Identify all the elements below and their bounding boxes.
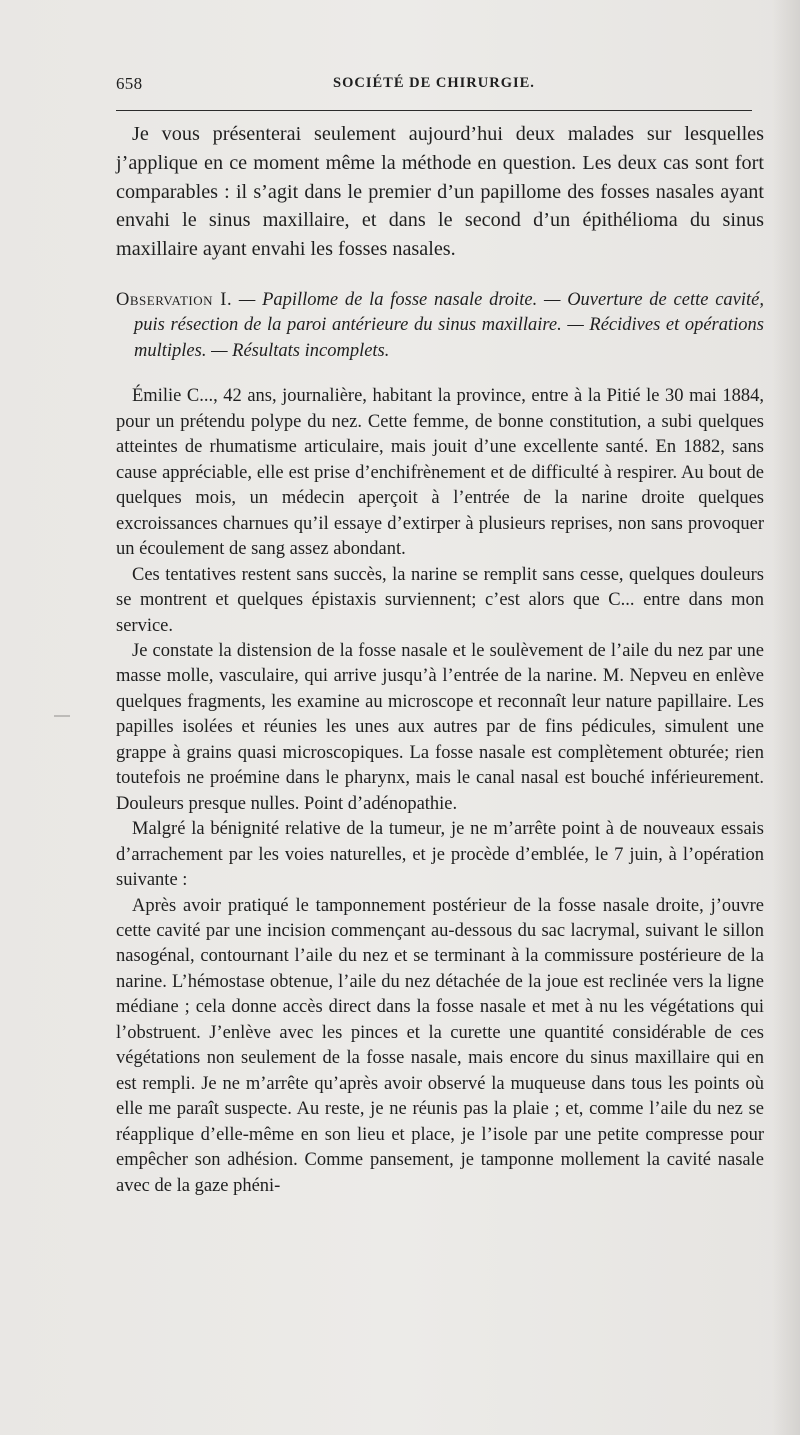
case-paragraph-1: Émilie C..., 42 ans, journalière, habitant la province, entre à la Pitié le 30 mai 1884, pour un prétendu polype du nez. Cette femme, de bonne constitution, a subi quelques atteintes de rhumatisme articulaire, mais jouit d’une excellente santé. En 1882, sans cause appréciable, elle est prise d’enchifrènement et de difficulté à respirer. Au bout de quelques mois, un médecin aperçoit à l’entrée de la narine droite quelques excroissances charnues qu’il essaye d’extirper à plusieurs reprises, non sans provoquer un écoulement de sang assez abondant. <box>116 386 764 560</box>
page-number: 658 <box>116 74 143 93</box>
observation-heading <box>116 288 764 365</box>
case-paragraph-3: Je constate la distension de la fosse nasale et le soulèvement de l’aile du nez par une masse molle, vasculaire, qui arrive jusqu’à l’entrée de la narine. M. Nepveu en enlève quelques fragments, les examine au microscope et reconnaît leur nature papillaire. Les papilles isolées et réunies les unes aux autres par de fins pédicules, simulent une grappe à grains quasi microscopiques. La fosse nasale est complètement obturée; rien toutefois ne proémine dans le pharynx, mais le canal nasal est bouché inférieurement. Douleurs presque nulles. Point d’adénopathie. <box>116 641 764 814</box>
page-header <box>116 74 752 98</box>
page-content <box>116 120 764 1199</box>
header-rule <box>116 110 752 111</box>
running-head: SOCIÉTÉ DE CHIRURGIE. <box>333 75 535 91</box>
observation-title: — Papillome de la fosse nasale droite. — Ouverture de cette cavité, puis résection de la paroi antérieure du sinus maxillaire. — Récidives et opérations multiples. — Résultats incomplets. <box>134 289 764 361</box>
observation-label: Observation I. <box>116 289 233 310</box>
page-edge-shadow <box>772 0 800 1435</box>
margin-mark <box>54 715 70 717</box>
case-paragraph-5: Après avoir pratiqué le tamponnement postérieur de la fosse nasale droite, j’ouvre cette cavité par une incision commençant au-dessous du sac lacrymal, suivant le sillon nasogénal, contournant l’aile du nez et se terminant à la commissure postérieure de la narine. L’hémostase obtenue, l’aile du nez détachée de la joue est reclinée vers la ligne médiane ; cela donne accès direct dans la fosse nasale et met à nu les végétations qui l’obstruent. J’enlève avec les pinces et la curette une quantité considérable de ces végétations non seulement de la fosse nasale, mais encore du sinus maxillaire qui en est rempli. Je ne m’arrête qu’après avoir observé la muqueuse dans tous les points où elle me paraît suspecte. Au reste, je ne réunis pas la plaie ; et, comme l’aile du nez se réapplique d’elle-même en son lieu et place, je l’isole par une petite compresse pour empêcher son adhésion. Comme pansement, je tamponne mollement la cavité nasale avec de la gaze phéni- <box>116 895 764 1196</box>
case-paragraph-2: Ces tentatives restent sans succès, la narine se remplit sans cesse, quelques douleurs se montrent et quelques épistaxis surviennent; c’est alors que C... entre dans mon service. <box>116 564 764 636</box>
case-paragraph-4: Malgré la bénignité relative de la tumeur, je ne m’arrête point à de nouveaux essais d’arrachement par les voies naturelles, et je procède d’emblée, le 7 juin, à l’opération suivante : <box>116 819 764 891</box>
intro-paragraph: Je vous présenterai seulement aujourd’hui deux malades sur lesquelles j’applique en ce moment même la méthode en question. Les deux cas sont fort comparables : il s’agit dans le premier d’un papillome des fosses nasales ayant envahi le sinus maxillaire, et dans le second d’un épithélioma du sinus maxillaire ayant envahi les fosses nasales. <box>116 123 764 261</box>
